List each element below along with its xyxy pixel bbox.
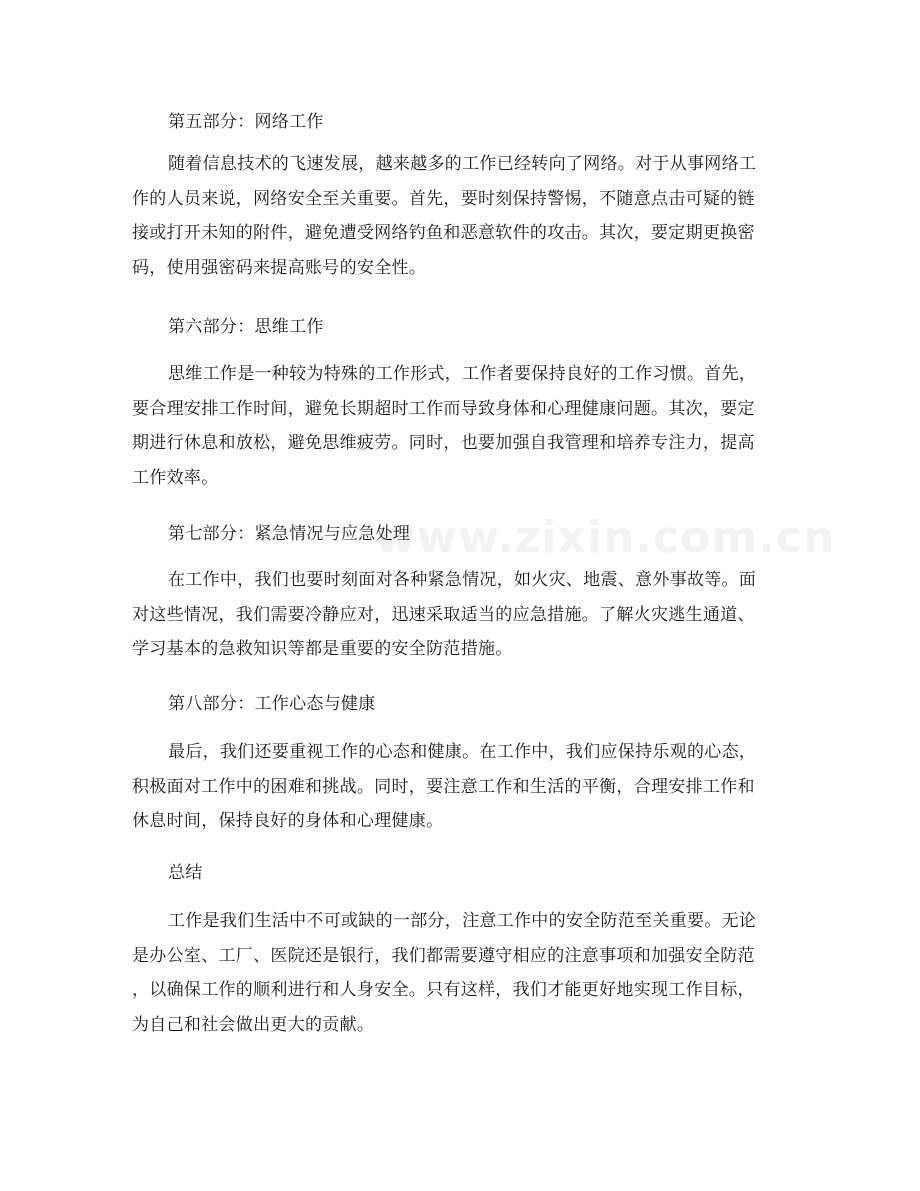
paragraph-line: 作的人员来说，网络安全至关重要。首先，要时刻保持警惕，不随意点击可疑的链: [132, 188, 755, 209]
paragraph-line: 随着信息技术的飞速发展，越来越多的工作已经转向了网络。对于从事网络工: [168, 154, 757, 174]
section-heading: 第八部分：工作心态与健康: [168, 694, 376, 714]
paragraph-line: 学习基本的急救知识等都是重要的安全防范措施。: [132, 639, 513, 659]
paragraph-line: 要合理安排工作时间，避免长期超时工作而导致身体和心理健康问题。其次，要定: [132, 398, 755, 419]
section-heading: 总结: [168, 863, 203, 883]
section-paragraph: [132, 563, 792, 667]
paragraph-line: ，以确保工作的顺利进行和人身安全。只有这样，我们才能更好地实现工作目标，: [132, 980, 755, 1000]
paragraph-line: 是办公室、工厂、医院还是银行，我们都需要遵守相应的注意事项和加强安全防范: [132, 945, 755, 966]
paragraph-line: 在工作中，我们也要时刻面对各种紧急情况，如火灾、地震、意外事故等。面: [168, 570, 757, 590]
section-heading: 第六部分：思维工作: [168, 317, 324, 337]
paragraph-line: 接或打开未知的附件，避免遭受网络钓鱼和恶意软件的攻击。其次，要定期更换密: [132, 223, 755, 243]
paragraph-line: 对这些情况，我们需要冷静应对，迅速采取适当的应急措施。了解火灾逃生通道、: [132, 604, 755, 625]
paragraph-line: 工作效率。: [132, 467, 219, 488]
section-paragraph: [132, 147, 792, 285]
section-paragraph: [132, 735, 792, 839]
paragraph-line: 工作是我们生活中不可或缺的一部分，注意工作中的安全防范至关重要。无论: [168, 911, 757, 931]
watermark: www.zixin.com.cn: [375, 512, 836, 563]
section-paragraph: [132, 904, 792, 1042]
paragraph-line: 为自己和社会做出更大的贡献。: [132, 1014, 375, 1035]
paragraph-line: 最后，我们还要重视工作的心态和健康。在工作中，我们应保持乐观的心态，: [168, 742, 757, 762]
paragraph-line: 休息时间，保持良好的身体和心理健康。: [132, 811, 444, 831]
paragraph-line: 思维工作是一种较为特殊的工作形式，工作者要保持良好的工作习惯。首先，: [168, 364, 757, 384]
paragraph-line: 码，使用强密码来提高账号的安全性。: [132, 257, 427, 278]
paragraph-line: 积极面对工作中的困难和挑战。同时，要注意工作和生活的平衡，合理安排工作和: [132, 776, 755, 797]
section-heading: 第五部分：网络工作: [168, 112, 324, 132]
section-heading: 第七部分：紧急情况与应急处理: [168, 524, 411, 544]
section-paragraph: [132, 357, 792, 495]
paragraph-line: 期进行休息和放松，避免思维疲劳。同时，也要加强自我管理和培养专注力，提高: [132, 433, 755, 453]
